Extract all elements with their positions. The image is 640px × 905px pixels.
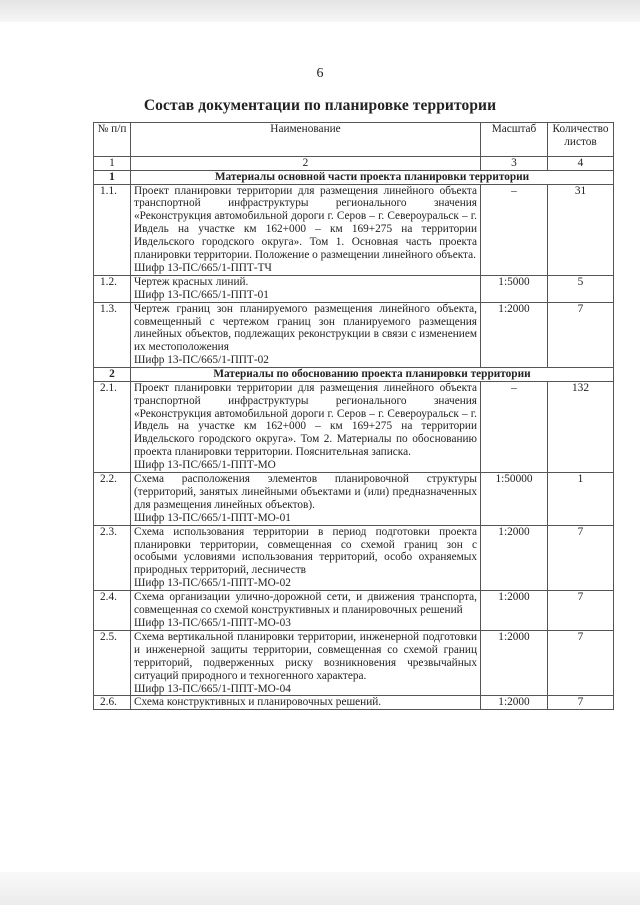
scan-bottom-shadow xyxy=(0,872,640,905)
row-code: Шифр 13-ПС/665/1-ППТ-МО xyxy=(134,459,276,472)
row-name-cell xyxy=(131,381,481,472)
row-scale: – xyxy=(481,381,548,472)
row-scale: 1:2000 xyxy=(481,591,548,631)
table-row xyxy=(94,696,614,710)
row-num: 1.2. xyxy=(94,275,131,302)
page-number: 6 xyxy=(316,66,324,81)
row-name: Чертеж границ зон планируемого размещения линейного объекта, совмещенный с чертежом границ зон планируемого размещения линейных объектов, подлежащих реконструкции в связи с изменением их местоположения xyxy=(134,302,477,354)
row-num: 1.1. xyxy=(94,184,131,275)
header-scale: Масштаб xyxy=(481,123,548,157)
table-row xyxy=(94,473,614,526)
row-num: 1.3. xyxy=(94,302,131,368)
row-name: Схема вертикальной планировки территории, инженерной подготовки и инженерной защиты территории, совмещенная со схемой границ территорий, подверженных риску возникновения чрезвычайных ситуаций природного и техногенного характера. xyxy=(134,630,477,682)
section-row xyxy=(94,368,614,382)
table-index-row xyxy=(94,157,614,171)
row-code: Шифр 13-ПС/665/1-ППТ-МО-04 xyxy=(134,682,291,695)
index-cell: 3 xyxy=(481,157,548,171)
row-name-cell xyxy=(131,302,481,368)
row-code: Шифр 13-ПС/665/1-ППТ-02 xyxy=(134,354,269,367)
row-name-cell xyxy=(131,184,481,275)
table-row xyxy=(94,381,614,472)
row-count: 1 xyxy=(548,473,614,526)
row-name: Чертеж красных линий. xyxy=(134,275,249,288)
row-scale: – xyxy=(481,184,548,275)
row-name-cell xyxy=(131,473,481,526)
row-count: 7 xyxy=(548,302,614,368)
table-row xyxy=(94,591,614,631)
row-num: 2.3. xyxy=(94,525,131,591)
header-num: № п/п xyxy=(94,123,131,157)
row-num: 2.1. xyxy=(94,381,131,472)
page-title: Состав документации по планировке территории xyxy=(143,97,497,114)
section-title: Материалы основной части проекта планировки территории xyxy=(131,171,614,185)
table-row xyxy=(94,525,614,591)
row-scale: 1:5000 xyxy=(481,275,548,302)
table-row xyxy=(94,275,614,302)
documentation-table xyxy=(93,122,614,710)
section-num: 2 xyxy=(94,368,131,382)
row-code: Шифр 13-ПС/665/1-ППТ-ТЧ xyxy=(134,261,272,274)
section-title: Материалы по обоснованию проекта планировки территории xyxy=(131,368,614,382)
row-scale: 1:50000 xyxy=(481,473,548,526)
row-count: 7 xyxy=(548,630,614,696)
row-name: Проект планировки территории для размещения линейного объекта транспортной инфраструктуры регионального значения «Реконструкция автомобильной дороги г. Серов – г. Североуральск – г. Ивдель на участке км 162+000 – км 169+275 на территории Ивдельского городского округа». Том 1. Основная часть проекта планировки территории. Положение о размещении линейного объекта. xyxy=(134,184,477,262)
index-cell: 4 xyxy=(548,157,614,171)
row-scale: 1:2000 xyxy=(481,302,548,368)
row-count: 132 xyxy=(548,381,614,472)
row-scale: 1:2000 xyxy=(481,696,548,710)
row-name-cell xyxy=(131,696,481,710)
scan-top-shadow xyxy=(0,0,640,22)
row-code: Шифр 13-ПС/665/1-ППТ-МО-01 xyxy=(134,511,291,524)
row-scale: 1:2000 xyxy=(481,630,548,696)
header-name: Наименование xyxy=(131,123,481,157)
row-scale: 1:2000 xyxy=(481,525,548,591)
index-cell: 2 xyxy=(131,157,481,171)
row-count: 31 xyxy=(548,184,614,275)
table-row xyxy=(94,302,614,368)
section-num: 1 xyxy=(94,171,131,185)
row-code: Шифр 13-ПС/665/1-ППТ-МО-03 xyxy=(134,617,291,629)
row-count: 7 xyxy=(548,525,614,591)
row-name: Схема организации улично-дорожной сети, и движения транспорта, совмещенная со схемой конструктивных и планировочных решений xyxy=(134,591,477,617)
row-name-cell xyxy=(131,591,481,631)
row-count: 5 xyxy=(548,275,614,302)
row-count: 7 xyxy=(548,696,614,710)
table-header-row xyxy=(94,123,614,157)
table-row xyxy=(94,184,614,275)
header-count: Количество листов xyxy=(548,123,614,157)
row-name-cell xyxy=(131,630,481,696)
row-name-cell xyxy=(131,525,481,591)
row-name-cell xyxy=(131,275,481,302)
section-row xyxy=(94,171,614,185)
row-num: 2.2. xyxy=(94,473,131,526)
row-code: Шифр 13-ПС/665/1-ППТ-01 xyxy=(134,288,269,301)
row-num: 2.6. xyxy=(94,696,131,710)
row-num: 2.4. xyxy=(94,591,131,631)
index-cell: 1 xyxy=(94,157,131,171)
table-row xyxy=(94,630,614,696)
row-count: 7 xyxy=(548,591,614,631)
row-name: Схема использования территории в период подготовки проекта планировки территории, совмещенная со схемой границ зон с особыми условиями использования территорий, особо охраняемых природных территорий, лесничеств xyxy=(134,525,477,577)
row-name: Схема конструктивных и планировочных решений. xyxy=(134,696,382,709)
row-name: Схема расположения элементов планировочной структуры (территорий, занятых линейными объектами и (или) предназначенных для размещения линейных объектов). xyxy=(134,473,477,511)
row-name: Проект планировки территории для размещения линейного объекта транспортной инфраструктуры регионального значения «Реконструкция автомобильной дороги г. Серов – г. Североуральск – г. Ивдель на участке км 162+000 – км 169+275 на территории Ивдельского городского округа». Том 2. Материалы по обоснованию проекта планировки территории. Пояснительная записка. xyxy=(134,381,477,459)
row-code: Шифр 13-ПС/665/1-ППТ-МО-02 xyxy=(134,577,291,590)
row-num: 2.5. xyxy=(94,630,131,696)
